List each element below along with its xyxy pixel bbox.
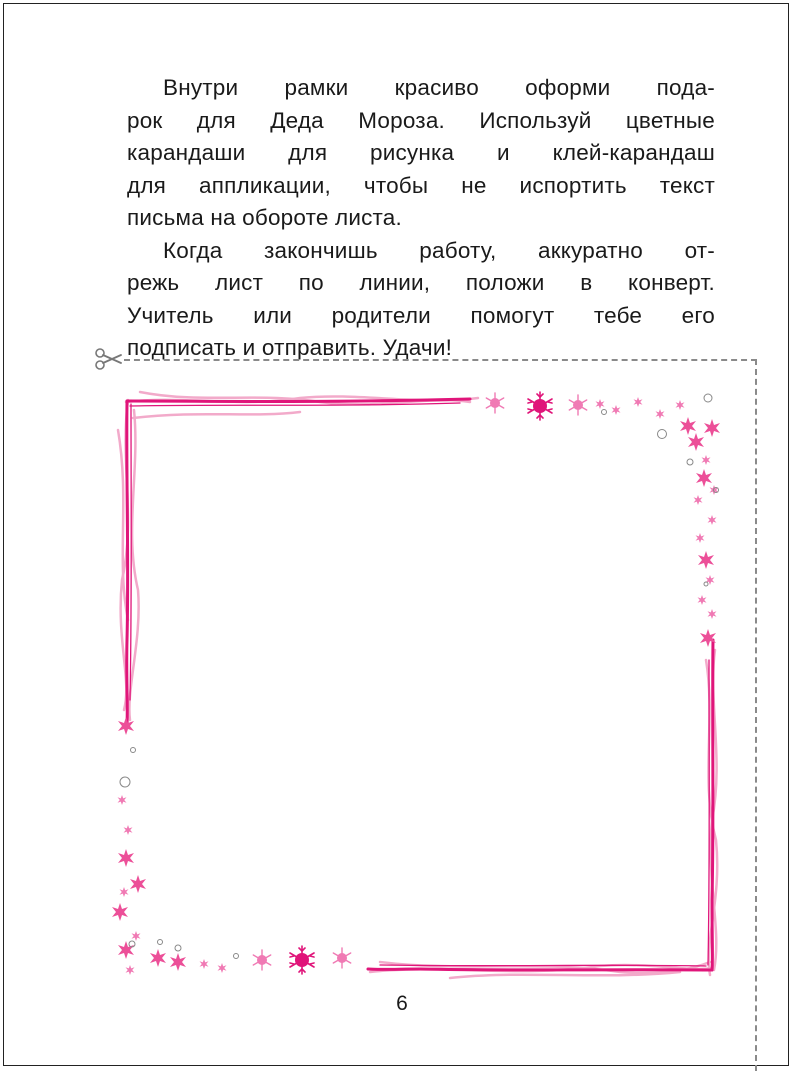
text-line: для аппликации, чтобы не испортить текст	[127, 172, 715, 198]
text-line: рок для Деда Мороза. Используй цветные	[127, 107, 715, 133]
text-line: подписать и отправить. Удачи!	[127, 335, 453, 360]
text-line: Внутри рамки красиво оформи пода-	[163, 75, 715, 100]
page-number: 6	[396, 992, 408, 1015]
text-line: Когда закончишь работу, аккуратно от-	[163, 237, 715, 263]
text-line: карандаши для рисунка и клей-карандаш	[127, 140, 715, 165]
text-line: письма на обороте листа.	[127, 205, 402, 230]
text-line: режь лист по линии, положи в конверт.	[127, 270, 715, 295]
text-line: Учитель или родители помогут тебе его	[127, 302, 715, 328]
